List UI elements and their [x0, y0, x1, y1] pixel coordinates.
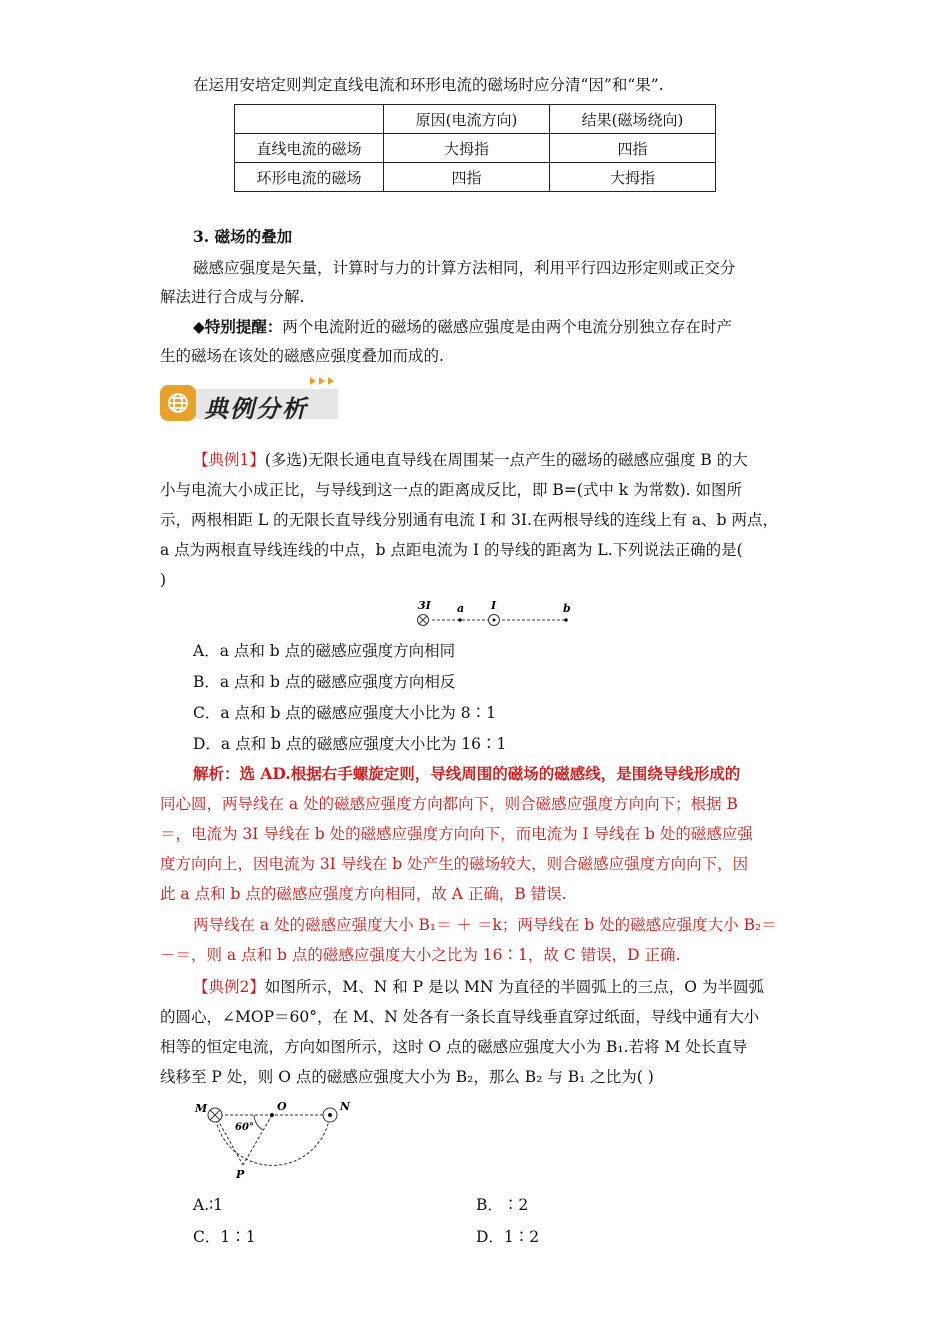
table-header-cell: 原因(电流方向) [384, 105, 550, 134]
analysis-line: ＝，电流为 3I 导线在 b 处的磁感应强度方向向下，而电流为 I 导线在 b 处的磁感应强 [160, 825, 753, 843]
example-line [193, 976, 764, 998]
label-m: M [195, 1102, 208, 1115]
option-c: C．a 点和 b 点的磁感应强度大小比为 8∶1 [193, 704, 496, 722]
section-heading: 3. 磁场的叠加 [193, 227, 293, 246]
table-header-cell [235, 105, 384, 134]
label-3i: 3I [418, 599, 431, 612]
intro-line: 在运用安培定则判定直线电流和环形电流的磁场时应分清“因”和“果”. [193, 76, 664, 94]
option-b: B．a 点和 b 点的磁感应强度方向相反 [193, 673, 456, 691]
label-o: O [277, 1100, 287, 1113]
option-a: A.∶1 [193, 1196, 224, 1214]
label-p: P [236, 1168, 245, 1181]
label-angle: 60° [235, 1122, 254, 1133]
label-n: N [340, 1100, 351, 1113]
table-cell: 四指 [550, 134, 716, 163]
analysis-line: 此 a 点和 b 点的磁感应强度方向相同，故 A 正确，B 错误. [160, 885, 567, 903]
tip-line [193, 316, 732, 338]
wire-line-figure [410, 598, 580, 630]
paragraph-line: 解法进行合成与分解. [160, 288, 305, 306]
option-d: D．1∶2 [476, 1228, 540, 1246]
label-i: I [491, 599, 497, 612]
label-a: a [457, 602, 465, 615]
table-cell: 四指 [384, 163, 550, 192]
analysis-line: 两导线在 a 处的磁感应强度大小 B₁＝ ＋ ＝k；两导线在 b 处的磁感应强度大小 B₂＝ [193, 916, 777, 934]
example-tag: 【典例2】 [193, 978, 265, 996]
option-b: B．∶2 [476, 1196, 529, 1214]
example-line: 的圆心，∠MOP＝60°，在 M、N 处各有一条长直导线垂直穿过纸面，导线中通有大小 [160, 1008, 760, 1026]
analysis-line [193, 763, 740, 785]
example-line: a 点为两根直导线连线的中点，b 点距电流为 I 的导线的距离为 L.下列说法正确的是( [160, 541, 743, 559]
option-c: C．1∶1 [193, 1228, 256, 1246]
table-cell: 大拇指 [550, 163, 716, 192]
table-header-cell: 结果(磁场绕向) [550, 105, 716, 134]
option-d: D．a 点和 b 点的磁感应强度大小比为 16∶1 [193, 735, 507, 753]
example-line: 示，两根相距 L 的无限长直导线分别通有电流 I 和 3I.在两根导线的连线上有 a、b 两点， [160, 511, 778, 529]
label-b: b [563, 602, 571, 615]
table-header-row [235, 105, 716, 134]
semicircle-arc [215, 1115, 330, 1165]
table-cell: 大拇指 [384, 134, 550, 163]
current-into-page-icon [208, 1108, 222, 1122]
example-line: 小与电流大小成正比，与导线到这一点的距离成反比，即 B=(式中 k 为常数). 如图所 [160, 481, 743, 499]
paragraph-line: 生的磁场在该处的磁感应强度叠加而成的. [160, 347, 444, 365]
option-a: A．a 点和 b 点的磁感应强度方向相同 [193, 642, 456, 660]
current-out-of-page-icon [323, 1108, 337, 1122]
table-cell: 直线电流的磁场 [235, 134, 384, 163]
ampere-rule-table [234, 104, 716, 192]
current-into-page-icon [418, 615, 429, 626]
point-b [564, 618, 568, 622]
center-point-o [270, 1113, 274, 1117]
analysis-line: 度方向向上，因电流为 3I 导线在 b 处产生的磁场较大，则合磁感应强度方向向下，因 [160, 855, 749, 873]
analysis-text: 解析：选 AD.根据右手螺旋定则，导线周围的磁场的磁感线，是围绕导线形成的 [193, 764, 741, 783]
semicircle-figure [190, 1096, 360, 1186]
example-tag: 【典例1】 [193, 451, 265, 469]
example-line: 线移至 P 处，则 O 点的磁感应强度大小为 B₂，那么 B₂ 与 B₁ 之比为( ) [160, 1068, 654, 1086]
example-line [193, 449, 748, 471]
example-line: 相等的恒定电流，方向如图所示，这时 O 点的磁感应强度大小为 B₁.若将 M 处长直导 [160, 1038, 748, 1056]
example-line: ) [160, 571, 167, 589]
point-a [458, 618, 462, 622]
table-cell: 环形电流的磁场 [235, 163, 384, 192]
arrow-marks-icon [310, 377, 334, 385]
tip-label: ◆特别提醒： [193, 317, 283, 336]
analysis-line: 同心圆，两导线在 a 处的磁感应强度方向都向下，则合磁感应强度方向向下；根据 B [160, 795, 738, 813]
example-analysis-banner [160, 377, 342, 425]
table-row [235, 163, 716, 192]
tip-text: 两个电流附近的磁场的磁感应强度是由两个电流分别独立存在时产 [282, 318, 732, 336]
banner-title: 典例分析 [204, 395, 308, 423]
current-out-of-page-icon [489, 615, 500, 626]
example-text: (多选)无限长通电直导线在周围某一点产生的磁场的磁感应强度 B 的大 [264, 451, 748, 469]
table-row [235, 134, 716, 163]
example-text: 如图所示，M、N 和 P 是以 MN 为直径的半圆弧上的三点，O 为半圆弧 [264, 978, 764, 996]
angle-arc [254, 1115, 263, 1130]
analysis-line: －＝，则 a 点和 b 点的磁感应强度大小之比为 16∶1，故 C 错误，D 正确. [160, 946, 681, 964]
paragraph-line: 磁感应强度是矢量，计算时与力的计算方法相同，利用平行四边形定则或正交分 [193, 259, 736, 277]
